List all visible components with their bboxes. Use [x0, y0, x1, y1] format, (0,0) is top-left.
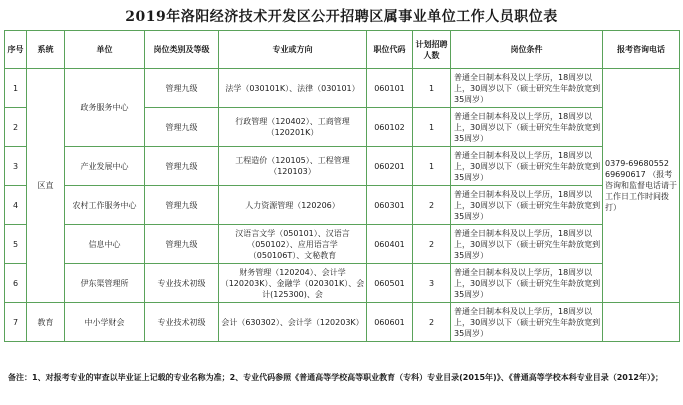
cell-count: 1	[413, 147, 451, 186]
cell-category: 管理九级	[145, 225, 219, 264]
cell-major: 工程造价（120105）、工程管理（120103）	[219, 147, 367, 186]
table-row	[5, 147, 680, 186]
table-row	[5, 225, 680, 264]
cell-unit: 信息中心	[65, 225, 145, 264]
header-contact: 报考咨询电话	[603, 31, 680, 69]
cell-code: 060301	[367, 186, 413, 225]
cell-contact: 0379-69680552 69690617 （报考咨询和监督电话请于工作日工作时间拨打）	[603, 69, 680, 303]
cell-no: 1	[5, 69, 27, 108]
cell-category: 管理九级	[145, 186, 219, 225]
table-row	[5, 69, 680, 108]
cell-system: 区直	[27, 69, 65, 303]
header-code: 职位代码	[367, 31, 413, 69]
cell-no: 4	[5, 186, 27, 225]
cell-major: 财务管理（120204）、会计学（120203K）、金融学（020301K）、会计(125300)、会	[219, 264, 367, 303]
cell-no: 2	[5, 108, 27, 147]
cell-code: 060401	[367, 225, 413, 264]
table-row	[5, 264, 680, 303]
cell-category: 专业技术初级	[145, 303, 219, 342]
header-no: 序号	[5, 31, 27, 69]
cell-count: 1	[413, 69, 451, 108]
cell-count: 1	[413, 108, 451, 147]
header-system: 系统	[27, 31, 65, 69]
header-count: 计划招聘人数	[413, 31, 451, 69]
cell-no: 7	[5, 303, 27, 342]
cell-contact-empty	[603, 303, 680, 342]
cell-conditions: 普通全日制本科及以上学历，18周岁以上，30周岁以下（硕士研究生年龄放宽到35周岁）	[451, 69, 603, 108]
cell-unit: 产业发展中心	[65, 147, 145, 186]
cell-major: 人力资源管理（120206）	[219, 186, 367, 225]
cell-code: 060501	[367, 264, 413, 303]
table-row	[5, 186, 680, 225]
cell-major: 会计（630302）、会计学（120203K）	[219, 303, 367, 342]
cell-code: 060601	[367, 303, 413, 342]
header-row	[5, 31, 680, 69]
footnote: 备注：1、对报考专业的审查以毕业证上记载的专业名称为准；2、专业代码参照《普通高等学校高等职业教育（专科）专业目录(2015年)》、《普通高等学校本科专业目录（2012年）》；	[8, 373, 663, 382]
header-conditions: 岗位条件	[451, 31, 603, 69]
cell-conditions: 普通全日制本科及以上学历，18周岁以上，30周岁以下（硕士研究生年龄放宽到35周岁）	[451, 225, 603, 264]
positions-table	[4, 30, 680, 342]
cell-category: 管理九级	[145, 108, 219, 147]
cell-major: 行政管理（120402）、工商管理（120201K）	[219, 108, 367, 147]
cell-major: 法学（030101K）、法律（030101）	[219, 69, 367, 108]
cell-code: 060102	[367, 108, 413, 147]
cell-conditions: 普通全日制本科及以上学历，18周岁以上，30周岁以下（硕士研究生年龄放宽到35周岁）	[451, 186, 603, 225]
table-row	[5, 303, 680, 342]
cell-conditions: 普通全日制本科及以上学历，18周岁以上，30周岁以下（硕士研究生年龄放宽到35周岁）	[451, 147, 603, 186]
cell-count: 3	[413, 264, 451, 303]
cell-count: 2	[413, 303, 451, 342]
cell-category: 专业技术初级	[145, 264, 219, 303]
cell-code: 060201	[367, 147, 413, 186]
page-title: 2019年洛阳经济技术开发区公开招聘区属事业单位工作人员职位表	[125, 9, 558, 25]
cell-unit: 农村工作服务中心	[65, 186, 145, 225]
cell-conditions: 普通全日制本科及以上学历，18周岁以上，30周岁以下（硕士研究生年龄放宽到35周岁）	[451, 108, 603, 147]
cell-major: 汉语言文学（050101）、汉语言（050102）、应用语言学（050106T）、文秘教育	[219, 225, 367, 264]
cell-system: 教育	[27, 303, 65, 342]
cell-no: 5	[5, 225, 27, 264]
cell-count: 2	[413, 186, 451, 225]
cell-no: 3	[5, 147, 27, 186]
header-major: 专业或方向	[219, 31, 367, 69]
header-unit: 单位	[65, 31, 145, 69]
cell-count: 2	[413, 225, 451, 264]
header-category: 岗位类别及等级	[145, 31, 219, 69]
cell-unit: 中小学财会	[65, 303, 145, 342]
cell-conditions: 普通全日制本科及以上学历，18周岁以上，30周岁以下（硕士研究生年龄放宽到35周岁）	[451, 264, 603, 303]
cell-unit: 政务服务中心	[65, 69, 145, 147]
cell-category: 管理九级	[145, 147, 219, 186]
cell-conditions: 普通全日制本科及以上学历，18周岁以上，30周岁以下（硕士研究生年龄放宽到35周岁）	[451, 303, 603, 342]
cell-no: 6	[5, 264, 27, 303]
cell-unit: 伊东渠管理所	[65, 264, 145, 303]
cell-category: 管理九级	[145, 69, 219, 108]
cell-code: 060101	[367, 69, 413, 108]
